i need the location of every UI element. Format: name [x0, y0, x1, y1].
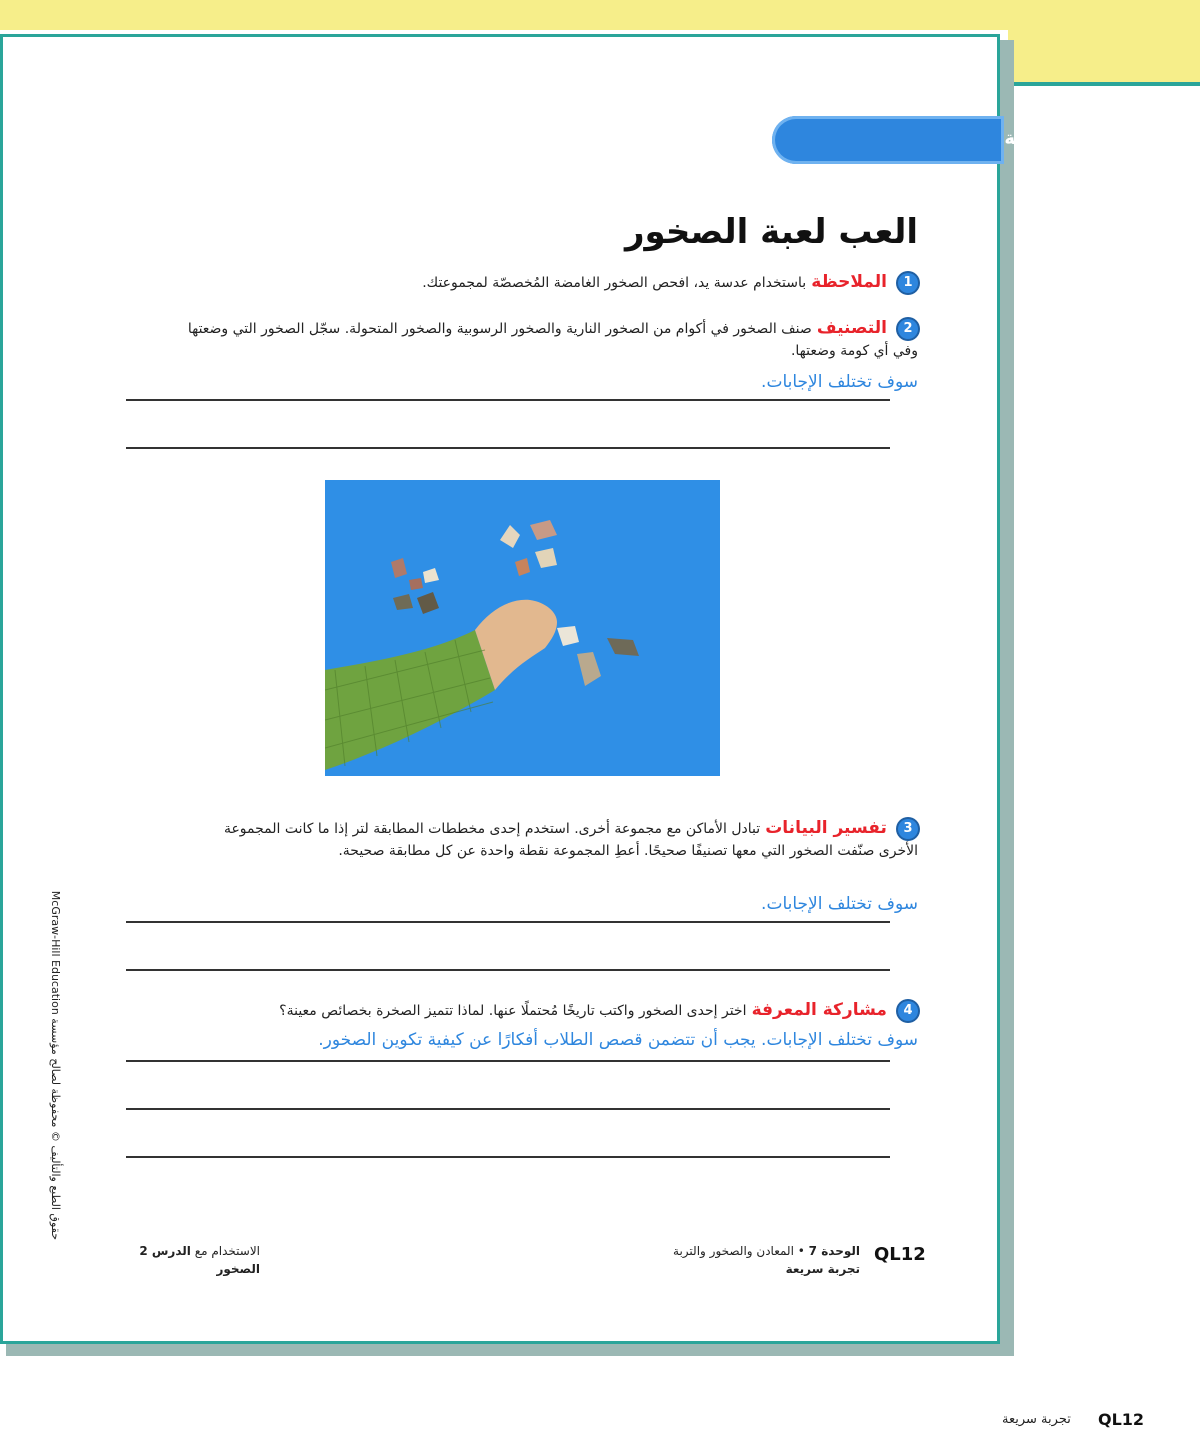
question-label: تفسير البيانات: [765, 818, 887, 838]
page-code: QL12: [874, 1244, 926, 1265]
question-label: مشاركة المعرفة: [751, 1000, 887, 1020]
question-4: [178, 1000, 918, 1022]
answer-2: سوف تختلف الإجابات.: [761, 372, 918, 392]
answer-line[interactable]: [126, 447, 890, 449]
answer-line[interactable]: [126, 969, 890, 971]
question-number: 2: [898, 319, 918, 339]
bottom-page-label: تجربة سريعة: [1002, 1412, 1071, 1427]
answer-3: سوف تختلف الإجابات.: [761, 894, 918, 914]
activity-label: تجربة سريعة: [785, 1262, 860, 1276]
question-number: 4: [898, 1001, 918, 1021]
top-color-band: [0, 0, 1200, 30]
lesson-prefix: الاستخدام مع: [194, 1244, 260, 1258]
section-tab: [772, 116, 1004, 164]
lesson-label: الدرس 2: [139, 1244, 191, 1258]
lesson-title: الصخور: [216, 1262, 260, 1276]
answer-4: سوف تختلف الإجابات. يجب أن تتضمن قصص الطلاب أفكارًا عن كيفية تكوين الصخور.: [318, 1030, 918, 1050]
unit-title: المعادن والصخور والتربة: [673, 1244, 794, 1258]
answer-line[interactable]: [126, 1060, 890, 1062]
question-number: 3: [898, 819, 918, 839]
page-title: العب لعبة الصخور: [624, 212, 918, 252]
footer-lesson: [126, 1242, 260, 1278]
question-label: الملاحظة: [811, 272, 887, 292]
answer-line[interactable]: [126, 1108, 890, 1110]
copyright-side-text: حقوق الطبع والتأليف © محفوظة لصالح مؤسسة McGraw-Hill Education: [49, 890, 62, 1240]
bottom-page-code: QL12: [1098, 1410, 1145, 1429]
answer-line[interactable]: [126, 1156, 890, 1158]
question-text: باستخدام عدسة يد، افحص الصخور الغامضة المُخصصّة لمجموعتك.: [422, 275, 807, 291]
question-text: اختر إحدى الصخور واكتب تاريخًا مُحتملًا عنها. لماذا تتميز الصخرة بخصائص معينة؟: [279, 1003, 747, 1019]
question-1: [318, 272, 918, 294]
question-number: 1: [898, 273, 918, 293]
answer-line[interactable]: [126, 399, 890, 401]
unit-label: الوحدة 7: [808, 1244, 860, 1258]
question-label: التصنيف: [816, 318, 887, 338]
bullet: •: [797, 1244, 805, 1258]
right-color-band: [1008, 30, 1200, 86]
section-tab-label: تجربة سريعة: [1004, 128, 1116, 149]
footer-unit: [673, 1242, 860, 1278]
answer-line[interactable]: [126, 921, 890, 923]
question-3: [202, 818, 918, 862]
question-text: صنف الصخور في أكوام من الصخور النارية والصخور الرسوبية والصخور المتحولة. سجّل الصخور التي وضعتها وفي أي كومة وضعتها.: [187, 321, 918, 359]
question-2: [178, 318, 918, 362]
rocks-hand-photo: [325, 480, 720, 776]
question-text: تبادل الأماكن مع مجموعة أخرى. استخدم إحدى مخططات المطابقة لتر إذا ما كانت المجموعة الأخرى صنّفت الصخور التي معها تصنيفًا صحيحًا. أعطِ المجموعة نقطة واحدة عن كل مطابقة صحيحة.: [223, 821, 918, 859]
